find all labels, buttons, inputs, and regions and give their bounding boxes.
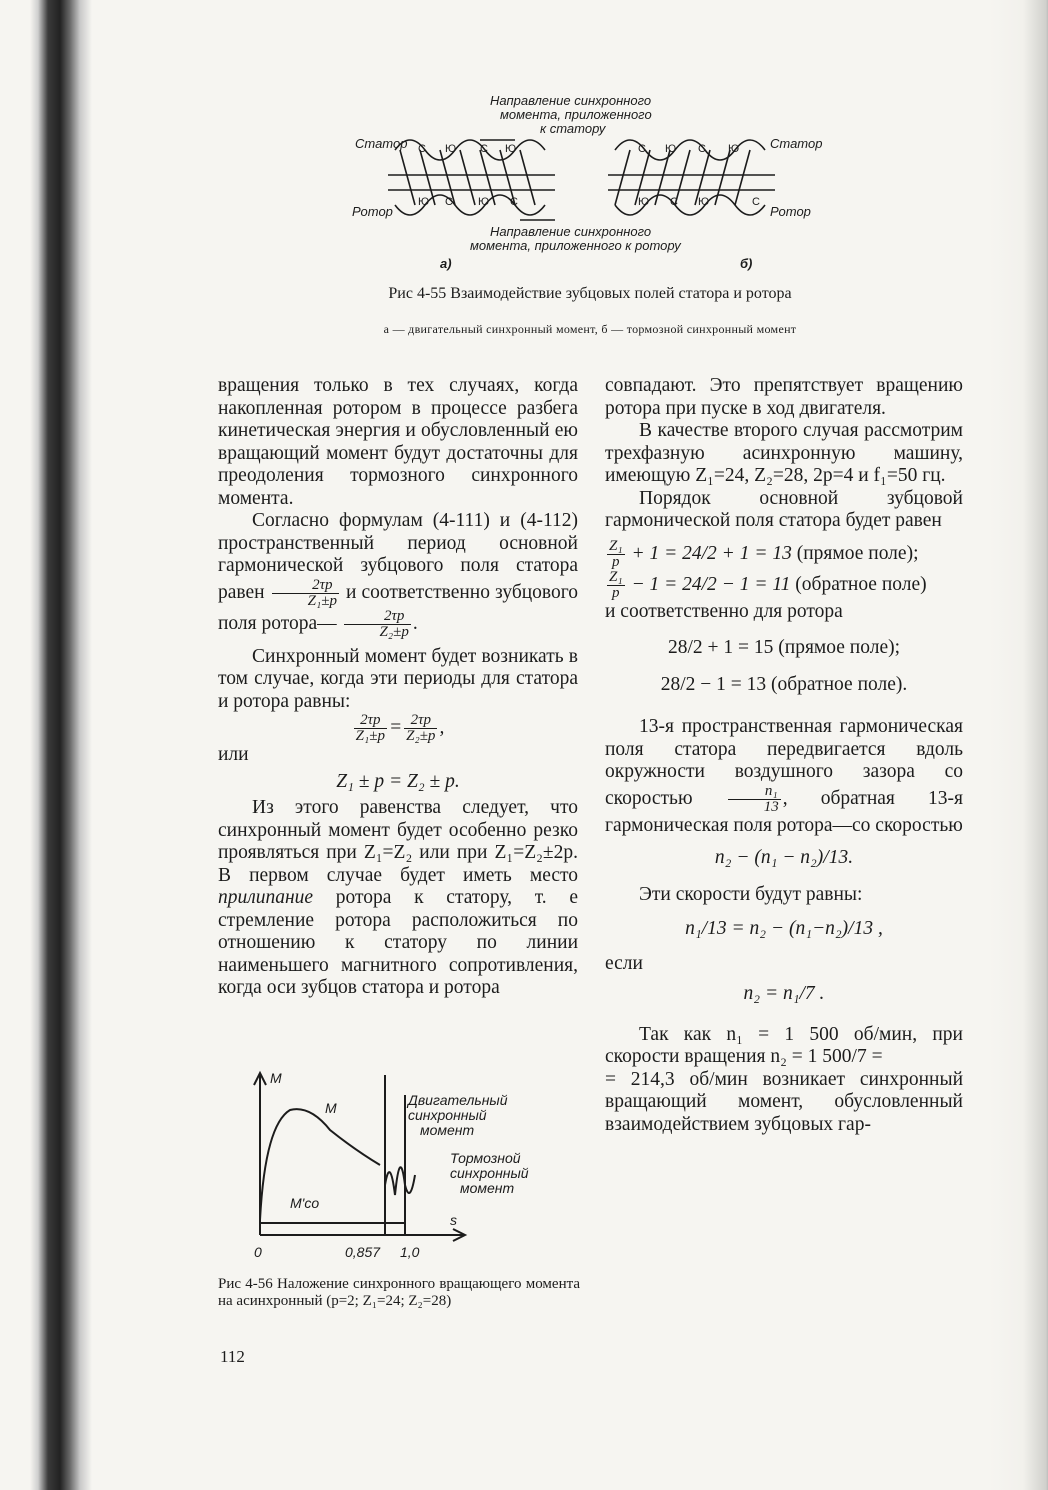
if-word: если <box>605 952 643 974</box>
right-paragraph-4: и соответственно для ротора <box>605 600 843 622</box>
text: Согласно формулам (4-111) и (4-112) пространственный период основной гармонической зубцового поля статора равен <box>218 510 578 603</box>
pole-s: С <box>510 196 518 208</box>
equation-periods: $\frac{2\tau p}{\text{Z₁±p}}$ = $\frac{2\tau p}{\text{Z₂±p}}$ , <box>355 712 445 744</box>
tick-0: 0 <box>254 1244 262 1260</box>
equation-stator-inverse: $\frac{\text{Z₁}}{p}$ − 1 = 24/2 − 1 = 11 (обратное поле) <box>609 568 927 601</box>
tick-10: 1,0 <box>400 1244 420 1260</box>
equation-rotor-direct: 28/2 + 1 = 15 (прямое поле); <box>667 637 901 658</box>
brake-moment-3: момент <box>460 1180 515 1196</box>
right-column <box>605 375 963 1136</box>
brake-moment-1: Тормозной <box>450 1150 521 1166</box>
equation-z: Z₁ ± p = Z₂ ± p. <box>336 770 460 792</box>
dir-rotor-line1: Направление синхронного <box>490 224 652 239</box>
pole-n: Ю <box>418 196 430 208</box>
book-binding-shadow <box>0 0 92 1490</box>
curve-m-label: М <box>325 1100 337 1116</box>
brake-moment-2: синхронный <box>450 1165 529 1181</box>
right-paragraph-8: = 214,3 об/мин возникает синхронный вращающий момент, обусловленный взаимодействием зубцовых гар- <box>605 1068 963 1135</box>
right-paragraph-3: Порядок основной зубцовой гармонической поля статора будет равен <box>605 487 963 531</box>
tick-0857: 0,857 <box>345 1244 381 1260</box>
right-paragraph-5: 13-я пространственная гармоническая поля статора передвигается вдоль окружности воздушного зазора со скоростью $\frac{\text{n₁}}{13}$ , обратная 13-я гармоническая поля ротора—со скоростью <box>605 716 964 836</box>
figure-4-55 <box>340 90 840 275</box>
pole-n: Ю <box>665 143 677 155</box>
text: и соответственно зубцового поля ротора— <box>218 581 579 634</box>
axis-m-label: М <box>270 1070 282 1086</box>
right-paragraph-1: совпадают. Это препятствует вращению ротора при пуске в ход двигателя. <box>605 375 963 419</box>
rotor-left-label: Ротор <box>352 204 393 219</box>
pole-s: С <box>698 143 706 155</box>
equation-n2-value: n₂ = n₁/7 . <box>743 983 825 1004</box>
motor-moment-1: Двигательный <box>408 1092 508 1108</box>
pole-s: С <box>418 143 426 155</box>
label-a: а) <box>440 256 452 271</box>
dir-stator-line2: момента, приложенного <box>500 107 652 122</box>
right-paragraph-7: Так как n₁ = 1 500 об/мин, при скорости вращения n₂ = 1 500/7 = <box>605 1023 963 1067</box>
pole-s: С <box>670 196 678 208</box>
emphasis-adhesion: прилипание <box>218 887 314 908</box>
pole-s: С <box>638 143 646 155</box>
motor-moment-2: синхронный <box>408 1107 487 1123</box>
dir-rotor-line2: момента, приложенного к ротору <box>470 238 681 253</box>
pole-n: Ю <box>505 143 517 155</box>
right-paragraph-2: В качестве второго случая рассмотрим трехфазную асинхронную машину, имеющую Z₁=24, Z₂=28, 2p=4 и f₁=50 гц. <box>605 420 963 486</box>
rotor-right-label: Ротор <box>770 204 811 219</box>
pole-s: С <box>480 143 488 155</box>
stator-right-label: Статор <box>770 136 823 151</box>
motor-moment-3: момент <box>420 1122 475 1138</box>
pole-n: Ю <box>638 196 650 208</box>
pole-n: Ю <box>478 196 490 208</box>
left-paragraph-3: Синхронный момент будет возникать в том случае, когда эти периоды для статора и ротора равны: <box>218 645 578 712</box>
dir-stator-line3: к статору <box>540 121 606 136</box>
right-paragraph-6: Эти скорости будут равны: <box>639 883 863 905</box>
left-paragraph-4: Из этого равенства следует, что синхронный момент будет особенно резко проявляться при Z₁=Z₂ или при Z₁=Z₂±2p. В первом случае будет иметь место прилипание ротора к статору, т. е стремление ротора расположиться по отношению к статору по линии наименьшего магнитного сопротивления, когда оси зубцов статора и ротора <box>218 797 578 998</box>
or-word: или <box>218 744 249 765</box>
figure-4-56-caption: Рис 4-56 Наложение синхронного вращающего момента на асинхронный (p=2; Z₁=24; Z₂=28) <box>218 1276 580 1309</box>
left-paragraph-2: Согласно формулам (4-111) и (4-112) пространственный период основной гармонической зубцового поля статора равен $\frac{2\tau p}{\text{Z₁±p}}$ и соответственно зубцового поля ротора— $\frac{2\tau p}{\text{Z₂±p}}$ . <box>218 510 579 640</box>
left-column <box>218 375 578 1000</box>
mco-label: M'co <box>290 1195 320 1211</box>
equation-rotor-inverse: 28/2 − 1 = 13 (обратное поле). <box>660 673 908 695</box>
figure-4-55-caption: Рис 4-55 Взаимодействие зубцовых полей статора и ротора <box>388 285 792 302</box>
equation-equal: n₁/13 = n₂ − (n₁−n₂)/13 , <box>685 918 883 939</box>
equation-n2: n₂ − (n₁ − n₂)/13. <box>714 847 854 868</box>
pole-s: С <box>445 196 453 208</box>
fraction-stator-period: $\frac{2\tau p}{\text{Z₁±p}}$ <box>272 578 339 609</box>
axis-s-label: s <box>450 1212 457 1228</box>
dir-stator-line1: Направление синхронного <box>490 93 652 108</box>
pole-n: Ю <box>445 143 457 155</box>
page-edge <box>988 0 1048 1490</box>
figure-4-55-subcaption: а — двигательный синхронный момент, б — тормозной синхронный момент <box>383 322 797 336</box>
page-number: 112 <box>220 1347 245 1366</box>
fraction-rotor-period: $\frac{2\tau p}{\text{Z₂±p}}$ <box>344 609 411 640</box>
pole-n: Ю <box>698 196 710 208</box>
equation-stator-direct: $\frac{\text{Z₁}}{p}$ + 1 = 24/2 + 1 = 13 (прямое поле); <box>609 537 919 570</box>
pole-s: С <box>752 196 760 208</box>
pole-n: Ю <box>728 143 740 155</box>
left-paragraph-1: вращения только в тех случаях, когда накопленная ротором в процессе разбега кинетическая энергия и обусловленный ею вращающий момент будут достаточны для преодоления тормозного синхронного момента. <box>218 375 578 509</box>
label-b: б) <box>740 256 753 271</box>
stator-left-label: Статор <box>355 136 408 151</box>
figure-4-56 <box>240 1065 570 1270</box>
